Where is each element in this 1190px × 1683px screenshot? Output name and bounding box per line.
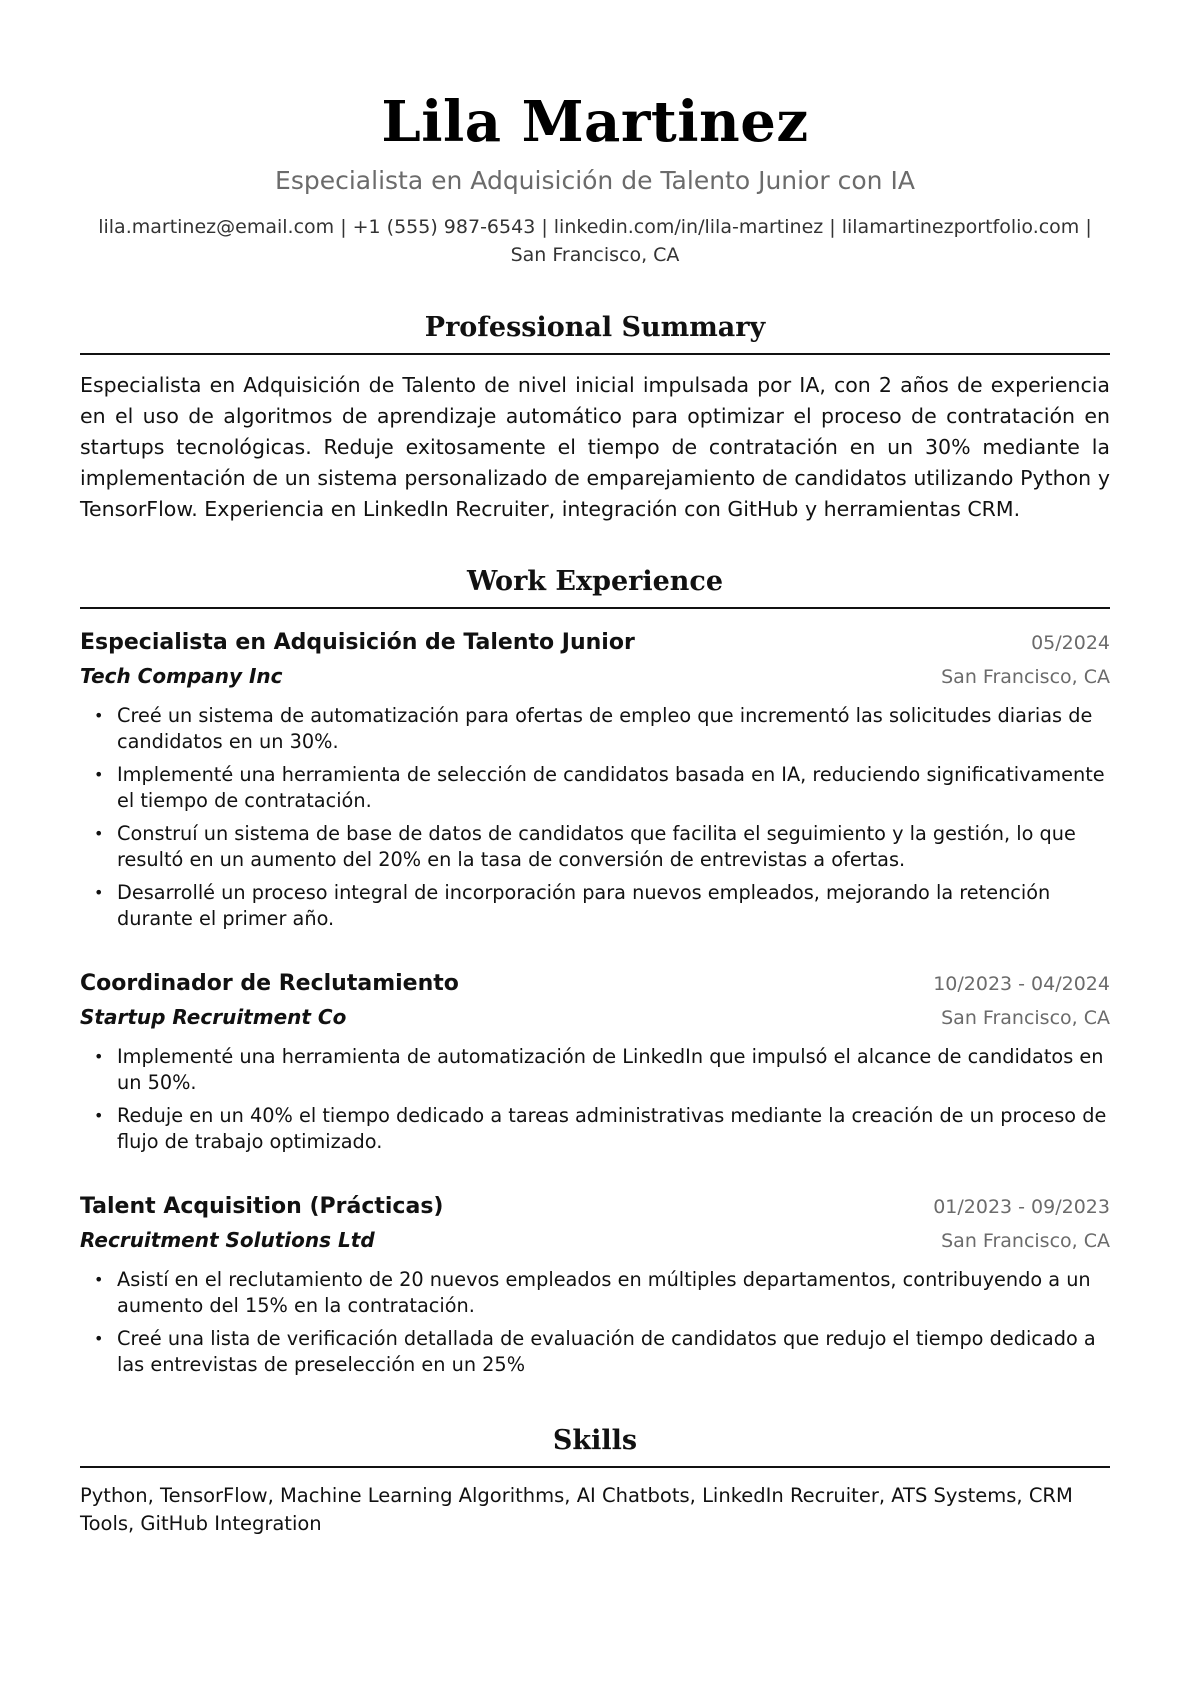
job-bullets	[80, 1267, 1110, 1378]
job-entry	[80, 627, 1110, 932]
job-date: 10/2023 - 04/2024	[933, 973, 1110, 995]
job-bullets	[80, 703, 1110, 932]
bullet-item: • Reduje en un 40% el tiempo dedicado a tareas administrativas mediante la creación de un proceso de flujo de trabajo optimizado.	[80, 1103, 1110, 1155]
skills-heading: Skills	[80, 1424, 1110, 1468]
job-entry	[80, 968, 1110, 1155]
company-name: Recruitment Solutions Ltd	[80, 1228, 375, 1252]
job-bullets	[80, 1044, 1110, 1155]
skills-section	[80, 1424, 1110, 1538]
job-date: 05/2024	[1031, 632, 1110, 654]
job-title: Talent Acquisition (Prácticas)	[80, 1194, 444, 1219]
bullet-item: • Creé un sistema de automatización para ofertas de empleo que incrementó las solicitudes diarias de candidatos en un 30%.	[80, 703, 1110, 755]
summary-text: Especialista en Adquisición de Talento de nivel inicial impulsada por IA, con 2 años de experiencia en el uso de algoritmos de aprendizaje automático para optimizar el proceso de contratación en startups tecnológicas. Reduje exitosamente el tiempo de contratación en un 30% mediante la implementación de un sistema personalizado de emparejamiento de candidatos utilizando Python y TensorFlow. Experiencia en LinkedIn Recruiter, integración con GitHub y herramientas CRM.	[80, 373, 1110, 521]
company-name: Startup Recruitment Co	[80, 1005, 347, 1029]
job-entry	[80, 1191, 1110, 1378]
job-title: Coordinador de Reclutamiento	[80, 971, 459, 996]
summary-section	[80, 311, 1110, 525]
work-experience-section	[80, 565, 1110, 1378]
bullet-item: • Construí un sistema de base de datos de candidatos que facilita el seguimiento y la gestión, lo que resultó en un aumento del 20% en la tasa de conversión de entrevistas a ofertas.	[80, 821, 1110, 873]
bullet-item: • Creé una lista de verificación detallada de evaluación de candidatos que redujo el tiempo dedicado a las entrevistas de preselección en un 25%	[80, 1326, 1110, 1378]
work-experience-heading: Work Experience	[80, 565, 1110, 609]
bullet-item: • Implementé una herramienta de automatización de LinkedIn que impulsó el alcance de candidatos en un 50%.	[80, 1044, 1110, 1096]
job-title: Especialista en Adquisición de Talento Junior	[80, 630, 635, 655]
job-date: 01/2023 - 09/2023	[933, 1196, 1110, 1218]
bullet-item: • Asistí en el reclutamiento de 20 nuevos empleados en múltiples departamentos, contribuyendo a un aumento del 15% en la contratación.	[80, 1267, 1110, 1319]
company-name: Tech Company Inc	[80, 664, 283, 688]
summary-heading: Professional Summary	[80, 311, 1110, 355]
bullet-item: • Implementé una herramienta de selección de candidatos basada en IA, reduciendo significativamente el tiempo de contratación.	[80, 762, 1110, 814]
contact-info: lila.martinez@email.com | +1 (555) 987-6543 | linkedin.com/in/lila-martinez | lilamartinezportfolio.com | San Francisco, CA	[98, 216, 1092, 266]
job-location: San Francisco, CA	[941, 666, 1110, 688]
job-location: San Francisco, CA	[941, 1007, 1110, 1029]
skills-list: Python, TensorFlow, Machine Learning Algorithms, AI Chatbots, LinkedIn Recruiter, ATS Systems, CRM Tools, GitHub Integration	[80, 1484, 1073, 1535]
job-location: San Francisco, CA	[941, 1230, 1110, 1252]
candidate-name: Lila Martinez	[381, 89, 809, 155]
bullet-item: • Desarrollé un proceso integral de incorporación para nuevos empleados, mejorando la retención durante el primer año.	[80, 880, 1110, 932]
candidate-tagline: Especialista en Adquisición de Talento Junior con IA	[275, 166, 915, 195]
